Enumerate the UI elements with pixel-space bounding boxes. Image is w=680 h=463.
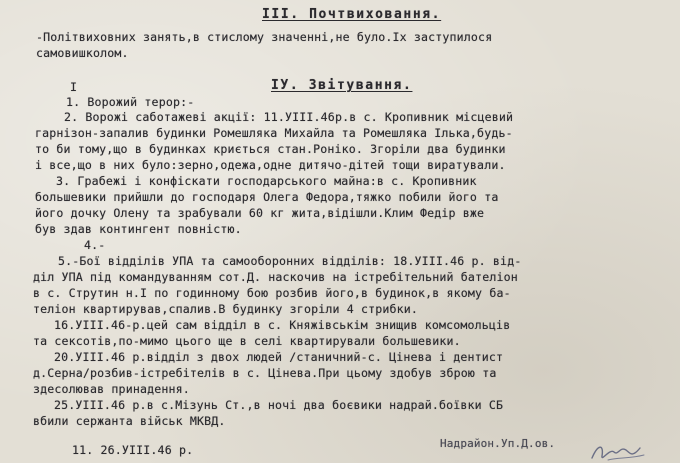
section-4-marker: I xyxy=(70,80,78,94)
body-line: вбили сержанта військ МКВД. xyxy=(33,414,226,428)
body-line: 4.- xyxy=(84,238,106,252)
body-line: 25.УIII.46 р.в с.Мізунь Ст.,в ночі два боєвики надрай.боївки СБ xyxy=(54,398,504,412)
body-line: та сексотів,по-мимо цього ще в селі квартирували большевики. xyxy=(33,334,461,348)
body-line: в с. Струтин н.І по годинному бою розбив його,в будинок,в якому ба- xyxy=(33,286,511,300)
body-line: д.Серна/розбив-істребітелів в с. Цінева.При цьому здобув зброю та xyxy=(33,366,497,380)
body-line: теліон квартирував,спалив.В будинку згоріли 4 стрибки. xyxy=(33,302,419,316)
body-line: діл УПА під командуванням сот.Д. наскочив на істребітельний бателіон xyxy=(33,270,518,284)
body-line: був здав контингент повністю. xyxy=(35,222,242,236)
body-line: його дочку Олену та зрабували 60 кг жита,відішли.Клим Федір вже xyxy=(35,206,485,220)
section-3-text-line: самовишколом. xyxy=(36,46,129,60)
body-line: 20.УIII.46 р.відділ з двох людей /станичний-с. Цінева і дентист xyxy=(54,350,504,364)
body-line: гарнізон-запалив будинки Ромешляка Михайла та Ромешляка Ількa,будь- xyxy=(35,126,513,140)
section-4-heading: IУ. Звітування. xyxy=(271,78,413,93)
body-line: то би тому,що в будинках криється стан.Роніко. Згоріли два будинки xyxy=(35,142,506,156)
body-line: 2. Ворожі саботажеві акції: 11.УIII.46р.в с. Кропивник місцевий xyxy=(64,110,514,124)
body-line: 3. Грабежі і конфіскати господарського майна:в с. Кропивник xyxy=(56,174,477,188)
footer-date: 11. 26.УIII.46 р. xyxy=(72,443,194,457)
section-3-text-line: -Політвиховних занять,в стислому значенні,не було.Іх заступилося xyxy=(36,30,493,44)
handwritten-signature xyxy=(588,440,648,463)
body-line: 5.-Бої відділів УПА та самооборонних відділів: 18.УIII.46 р. від- xyxy=(58,254,522,268)
body-line: здесолював принадення. xyxy=(33,382,190,396)
body-line: 1. Ворожий терор:- xyxy=(66,95,195,109)
body-line: і все,що в них було:зерно,одежа,одне дитячо-дітей тощи виратували. xyxy=(35,158,506,172)
body-line: 16.УIII.46-р.цей сам відділ в с. Княжівськім знищив комсомольців xyxy=(54,318,511,332)
section-3-heading: III. Почтвиховання. xyxy=(262,7,442,22)
body-line: большевики прийшли до господаря Олега Федора,тяжко побили його та xyxy=(35,190,499,204)
signature-label: Надрайон.Уп.Д.ов. xyxy=(440,437,556,450)
